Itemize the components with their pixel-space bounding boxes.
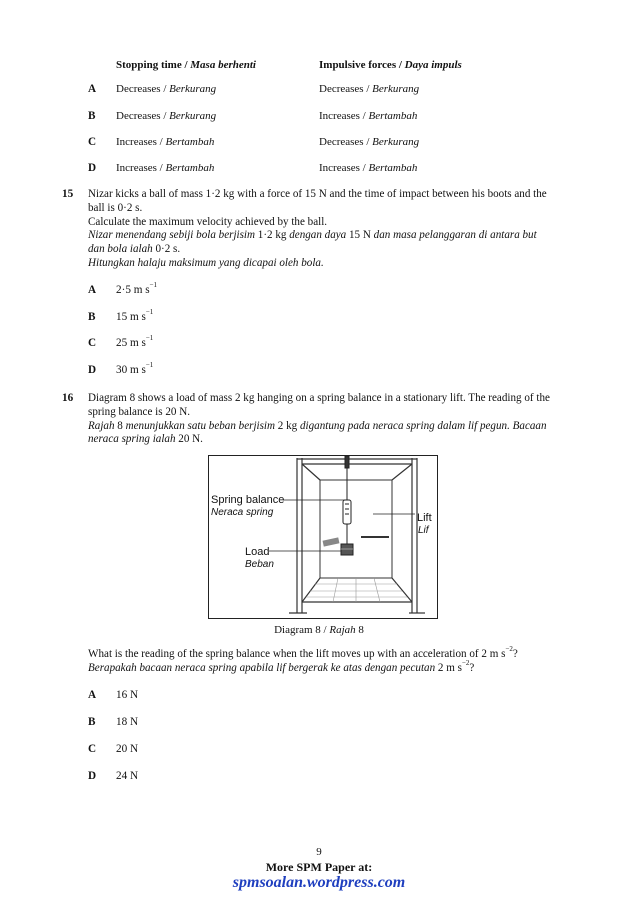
diagram-caption: Diagram 8 / Rajah 8	[274, 624, 364, 636]
impulsive-force-cell: Increases / Bertambah	[319, 162, 418, 174]
option-letter: D	[88, 770, 97, 782]
option-letter: A	[88, 689, 97, 701]
label-lift: Lift	[417, 512, 432, 524]
option-letter: A	[88, 284, 97, 296]
option-text: 15 m $s^{-1}$	[116, 308, 154, 323]
lift-control-panel	[323, 537, 340, 546]
page-number: 9	[316, 846, 322, 858]
question-stem: Nizar kicks a ball of mass 1·2 kg with a force of 15 N and the time of impact between his boots and the ball is 0·2 s. Calculate the maximum velocity achieved by the ball. Nizar menendang sebiji bola berjisim 1·2 kg dengan daya 15 N dan masa pelanggaran di antara but dan bola ialah 0·2 s. Hitungkan halaju maksimum yang dicapai oleh bola.	[88, 188, 547, 269]
question-stem: Diagram 8 shows a load of mass 2 kg hanging on a spring balance in a stationary lift. The reading of the spring balance is 20 N. Rajah 8 menunjukkan satu beban berjisim 2 kg digantung pada neraca spring dalam lif pegun. Bacaan neraca spring ialah 20 N.	[88, 392, 550, 446]
question-number: 15	[62, 188, 74, 200]
lift-floor-tiles	[306, 578, 407, 602]
option-letter: B	[88, 716, 96, 728]
option-letter: A	[88, 83, 97, 95]
stopping-time-cell: Decreases / Berkurang	[116, 110, 217, 122]
option-letter: C	[88, 136, 97, 148]
diagram-8	[208, 455, 438, 619]
stopping-time-cell: Decreases / Berkurang	[116, 83, 217, 95]
impulsive-force-cell: Increases / Bertambah	[319, 110, 418, 122]
question-prompt: What is the reading of the spring balance when the lift moves up with an acceleration of 2 m $s^{-2}$? Berapakah bacaan neraca spring apabila lif bergerak ke atas dengan pecutan 2 m $s^{-2}$?	[88, 645, 518, 674]
option-text: 18 N	[116, 716, 139, 728]
stopping-time-cell: Increases / Bertambah	[116, 162, 215, 174]
option-text: 2·5 m $s^{-1}$	[116, 281, 158, 296]
table-header-stopping-time: Stopping time / Masa berhenti	[116, 59, 256, 71]
option-text: 30 m $s^{-1}$	[116, 361, 154, 376]
option-letter: B	[88, 110, 96, 122]
option-letter: D	[88, 364, 97, 376]
option-letter: C	[88, 743, 97, 755]
label-lift-ms: Lif	[418, 525, 429, 536]
lift-illustration	[209, 456, 437, 618]
footer-more-text: More SPM Paper at:	[265, 860, 373, 874]
table-header-impulsive-forces: Impulsive forces / Daya impuls	[319, 59, 462, 71]
question-number: 16	[62, 392, 74, 404]
load-box	[341, 544, 353, 555]
option-letter: D	[88, 162, 97, 174]
option-letter: C	[88, 337, 97, 349]
option-text: 24 N	[116, 770, 139, 782]
label-spring-balance: Spring balance	[211, 494, 285, 506]
option-text: 20 N	[116, 743, 139, 755]
option-text: 16 N	[116, 689, 139, 701]
impulsive-force-cell: Decreases / Berkurang	[319, 83, 420, 95]
footer-website-link[interactable]: spmsoalan.wordpress.com	[232, 874, 406, 891]
option-letter: B	[88, 311, 96, 323]
label-spring-balance-ms: Neraca spring	[211, 507, 274, 518]
option-text: 25 m $s^{-1}$	[116, 334, 154, 349]
label-load: Load	[245, 546, 270, 558]
stopping-time-cell: Increases / Bertambah	[116, 136, 215, 148]
label-load-ms: Beban	[245, 559, 274, 570]
impulsive-force-cell: Decreases / Berkurang	[319, 136, 420, 148]
